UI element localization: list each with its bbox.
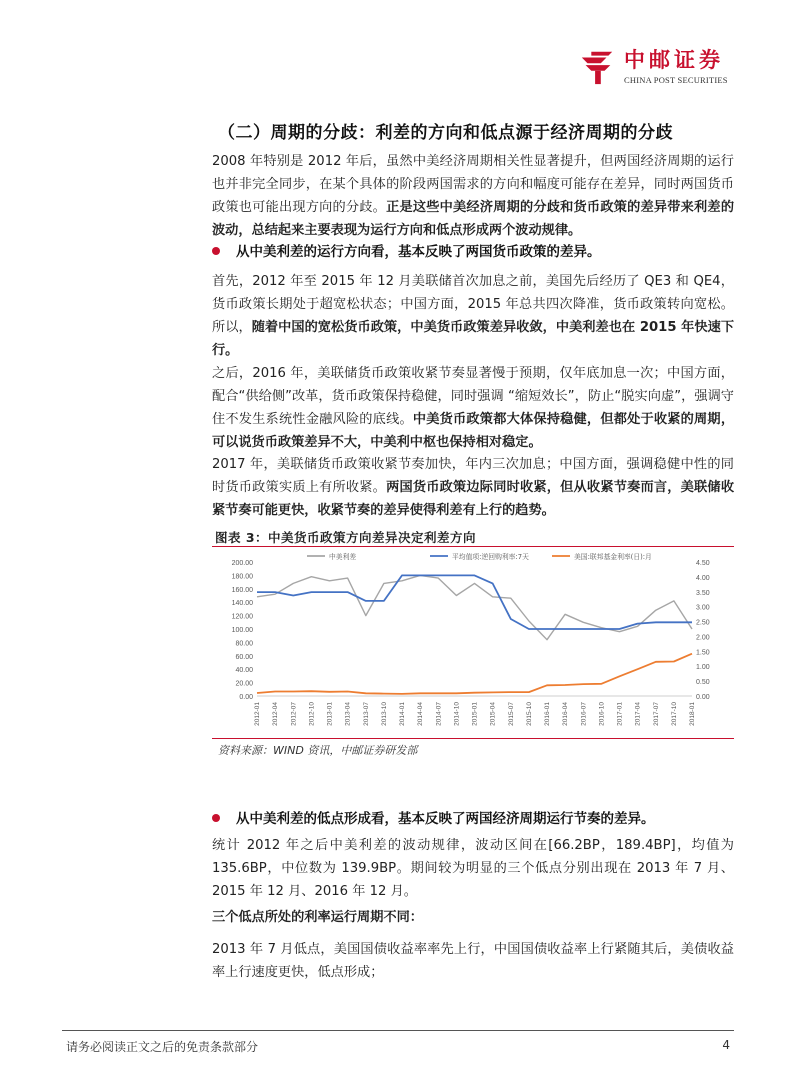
paragraph-text: 首先，2012 年至 2015 年 12 月美联储首次加息之前，美国先后经历了 QE3 和 QE4，货币政策长期处于超宽松状态；中国方面，2015 年总共四次降准，货币政策转向宽松。所以， [212,274,734,335]
x-tick-label: 2016-07 [580,702,588,726]
series-line [257,575,692,639]
footer-disclaimer: 请务必阅读正文之后的免责条款部分 [66,1040,259,1054]
y-tick-label: 120.00 [231,613,253,621]
china-post-logo-icon [578,48,616,86]
paragraph-text: 2017 年，美联储货币政策收紧节奏加快，年内三次加息；中国方面，强调稳健中性的同时货币政策实质上有所收紧。 [212,457,734,495]
y-tick-label: 80.00 [235,640,253,648]
x-tick-label: 2017-07 [652,702,660,726]
bullet-dot-icon [212,247,220,255]
x-tick-label: 2012-01 [254,702,261,726]
paragraph-intro [212,150,734,242]
x-tick-label: 2014-04 [417,702,425,726]
paragraph-emphasis: 三个低点所处的利率运行周期不同： [212,910,423,925]
y-tick-label: 140.00 [231,600,253,608]
x-tick-label: 2015-01 [471,702,479,726]
paragraph-emphasis: 正是这些中美经济周期的分歧和货币政策的差异带来利差的波动，总结起来主要表现为运行方向和低点形成两个波动规律。 [212,200,735,238]
x-tick-label: 2017-10 [670,702,678,726]
x-tick-label: 2014-07 [435,702,443,726]
paragraph-emphasis: 随着中国的宽松货币政策，中美货币政策差异收敛，中美利差也在 2015 年快速下行。 [212,320,735,358]
y-tick-label: 60.00 [235,653,253,661]
x-tick-label: 2016-04 [562,702,570,726]
y-tick-label: 180.00 [231,573,253,581]
x-tick-label: 2012-10 [308,702,316,726]
y2-tick-label: 2.00 [696,634,710,642]
bullet-heading: 从中美利差的低点形成看，基本反映了两国经济周期运行节奏的差异。 [236,811,655,827]
paragraph-text: 2008 年特别是 2012 年后，虽然中美经济周期相关性显著提升，但两国经济周期的运行也并非完全同步，在某个具体的阶段两国需求的方向和幅度可能存在差异，同时两国货币政策也可能出现方向的分歧。 [212,154,734,215]
logo-text-en: CHINA POST SECURITIES [624,75,728,85]
bullet-dot-icon [212,814,220,822]
page-number: 4 [722,1038,730,1052]
figure-title: 图表 3：中美货币政策方向差异决定利差方向 [215,530,477,545]
x-tick-label: 2014-10 [453,702,461,726]
x-tick-label: 2016-01 [544,702,551,726]
x-tick-label: 2014-01 [399,702,406,726]
y2-tick-label: 4.50 [696,560,710,567]
x-tick-label: 2017-01 [616,702,624,726]
y2-tick-label: 3.50 [696,589,710,597]
y-tick-label: 40.00 [235,667,253,675]
figure-bottom-rule [212,738,734,739]
y2-tick-label: 1.00 [696,664,710,672]
y2-tick-label: 1.50 [696,649,710,657]
paragraph-emphasis: 中美货币政策都大体保持稳健，但都处于收紧的周期，可以说货币政策差异不大，中美利中枢也保持相对稳定。 [212,412,735,450]
section-title: （二）周期的分歧：利差的方向和低点源于经济周期的分歧 [218,123,673,143]
paragraph-2016 [212,362,734,454]
bullet-heading: 从中美利差的运行方向看，基本反映了两国货币政策的差异。 [236,244,601,260]
paragraph-stats: 统计 2012 年之后中美利差的波动规律，波动区间在[66.2BP，189.4BP]，均值为 135.6BP，中位数为 139.9BP。期间较为明显的三个低点分别出现在 2013 年 7 月、2015 年 12 月、2016 年 12 月。 [212,838,734,899]
y-tick-label: 20.00 [235,680,253,688]
y2-tick-label: 3.00 [696,604,710,612]
x-tick-label: 2013-01 [326,702,334,726]
y2-tick-label: 2.50 [696,619,710,627]
y-tick-label: 160.00 [231,586,253,594]
x-tick-label: 2018-01 [689,702,696,726]
y2-tick-label: 0.50 [696,679,710,687]
x-tick-label: 2012-04 [272,702,280,726]
paragraph-emphasis: 两国货币政策边际同时收紧，但从收紧节奏而言，美联储收紧节奏可能更快，收紧节奏的差异使得利差有上行的趋势。 [212,480,735,518]
paragraph-first [212,270,734,362]
x-tick-label: 2013-10 [380,702,388,726]
paragraph-lows-heading [212,906,734,929]
series-line [257,654,692,694]
x-tick-label: 2013-07 [362,702,370,726]
x-tick-label: 2013-04 [344,702,352,726]
y-tick-label: 200.00 [231,560,253,567]
x-tick-label: 2015-07 [507,702,515,726]
y-tick-label: 0.00 [239,694,253,701]
y2-tick-label: 0.00 [696,694,710,701]
footer-rule [62,1030,734,1031]
legend-label: 平均值项:逆回购利率:7天 [452,553,529,561]
x-tick-label: 2017-04 [634,702,642,726]
company-logo [578,44,728,94]
paragraph-text: 之后，2016 年，美联储货币政策收紧节奏显著慢于预期，仅年底加息一次；中国方面，配合“供给侧”改革，货币政策保持稳健，同时强调 “缩短效长”，防止“脱实向虚”，强调守住不发生系统性金融风险的底线。 [212,366,734,427]
figure-source: 资料来源：WIND 资讯，中邮证券研发部 [218,744,418,757]
legend-label: 中美利差 [329,553,357,561]
rate-spread-chart [212,548,734,738]
x-tick-label: 2016-10 [598,702,606,726]
figure-top-rule [212,546,734,547]
y-tick-label: 100.00 [231,627,253,634]
x-tick-label: 2015-04 [489,702,497,726]
x-tick-label: 2012-07 [290,702,298,726]
x-tick-label: 2015-10 [525,702,533,726]
logo-text-cn: 中邮证券 [624,47,724,72]
y2-tick-label: 4.00 [696,574,710,582]
paragraph-2013-low: 2013 年 7 月低点，美国国债收益率率先上行，中国国债收益率上行紧随其后，美债收益率上行速度更快，低点形成； [212,942,734,980]
legend-label: 美国:联邦基金利率(日):月 [574,553,652,561]
paragraph-2017 [212,453,734,522]
